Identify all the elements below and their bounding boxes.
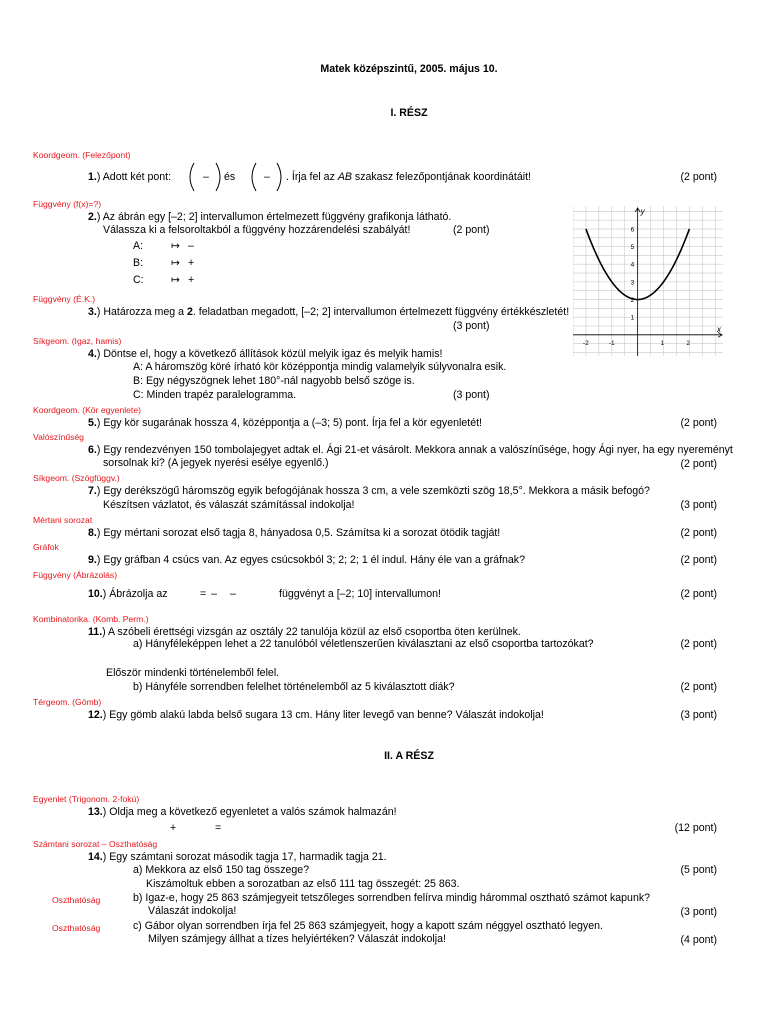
q7-line-1: 7.) Egy derékszögű háromszög egyik befogójának hossza 3 cm, a vele szemközti szög 18,5°. Mekkora a másik befogó? [88,485,650,497]
q6-line-2: sorsolnak ki? (A jegyek nyerési esélye egyenlő.) [103,457,329,469]
part-1-heading: I. RÉSZ [390,107,428,119]
q11-b: b) Hányféle sorrendben felelhet történelemből az 5 kiválasztott diák? [133,681,455,693]
q2-points: (2 pont) [453,224,490,236]
q7-points: (3 pont) [680,499,717,511]
q3-line: 3.) Határozza meg a 2. feladatban megadott, [–2; 2] intervallumon értelmezett függvény értékkészletét! [88,306,570,318]
q14-c-1: c) Gábor olyan sorrendben írja fel 25 863 számjegyeit, hogy a kapott szám néggyel osztható legyen. [133,920,603,932]
q14-line-1: 14.) Egy számtani sorozat második tagja 17, harmadik tagja 21. [88,851,387,863]
q7-tag: Síkgeom. (Szögfüggv.) [33,473,120,483]
q2-line-2: Válassza ki a felsoroltakból a függvény hozzárendelési szabályát! [103,224,411,236]
q14-c-2: Milyen számjegy állhat a tízes helyiértéken? Válaszát indokolja! [148,933,446,945]
q13-points: (12 pont) [674,822,717,834]
q14-tag: Számtani sorozat – Oszthatóság [33,839,158,849]
q1-and: és [224,171,236,183]
q5-points: (2 pont) [680,417,717,429]
q8-line: 8.) Egy mértani sorozat első tagja 8, hányadosa 0,5. Számítsa ki a sorozat ötödik tagját! [88,527,501,539]
q12-line: 12.) Egy gömb alakú labda belső sugara 13 cm. Hány liter levegő van benne? Válaszát indokolja! [88,709,544,721]
q1-number: 1. [88,171,97,183]
x-tick-label: -1 [608,339,615,347]
q10-points: (2 pont) [680,588,717,600]
y-tick-label: 1 [630,314,635,322]
x-tick-label: 1 [660,339,665,347]
q14-b-tag: Oszthatóság [52,895,101,905]
q2-option-c: C: ↦ + [133,274,195,286]
q2-line-1: 2.) Az ábrán egy [–2; 2] intervallumon értelmezett függvény grafikonja látható. [88,211,452,223]
q4-line: 4.) Döntse el, hogy a következő állítások közül melyik igaz és melyik hamis! [88,348,443,360]
q7-line-2: Készítsen vázlatot, és válaszát számítással indokolja! [103,499,355,511]
q2-option-b: B: ↦ + [133,257,195,269]
q14-b-2: Válaszát indokolja! [148,905,237,917]
q1-line: 1.) Adott két pont: [88,171,172,183]
x-tick-label: 2 [686,339,691,347]
q14-b-points: (3 pont) [680,906,717,918]
q10-tag: Függvény (Ábrázolás) [33,570,118,580]
q12-tag: Térgeom. (Gömb) [33,697,102,707]
q11-mid: Először mindenki történelemből felel. [106,667,280,679]
q1-dash-1: – [203,171,209,183]
q5-tag: Koordgeom. (Kör egyenlete) [33,405,141,415]
q8-points: (2 pont) [680,527,717,539]
q4-tag: Síkgeom. (Igaz, hamis) [33,336,122,346]
q8-tag: Mértani sorozat [33,515,93,525]
q1-dash-2: – [264,171,270,183]
q14-b-1: b) Igaz-e, hogy 25 863 számjegyeit tetszőleges sorrendben felírva mindig hárommal osztható számot kapunk? [133,892,651,904]
q13-line: 13.) Oldja meg a következő egyenletet a valós számok halmazán! [88,806,397,818]
q14-a-points: (5 pont) [680,864,717,876]
q3-tag: Függvény (É.K.) [33,294,96,304]
q11-a-points: (2 pont) [680,638,717,650]
q11-line-1: 11.) A szóbeli érettségi vizsgán az osztály 22 tanulója közül az első csoportba öten kerülnek. [88,626,521,638]
q4-points: (3 pont) [453,389,490,401]
q10-dash: – [230,588,236,600]
q13-tag: Egyenlet (Trigonom. 2-fokú) [33,794,140,804]
q1-left-paren-2 [247,162,259,192]
page-title: Matek középszintű, 2005. május 10. [320,63,498,75]
q1-text: . Írja fel az AB szakasz felezőpontjának koordinátáit! [286,171,531,183]
q1-right-paren-2 [274,162,286,192]
q1-points: (2 pont) [680,171,717,183]
y-tick-label: 5 [630,244,635,252]
q14-mid: Kiszámoltuk ebben a sorozatban az első 111 tag összegét: 25 863. [146,878,460,890]
q10-equals: = – [200,588,219,600]
q10-post: függvényt a [–2; 10] intervallumon! [279,588,441,600]
q6-tag: Valószínűség [33,432,84,442]
q1-pre: Adott két pont: [102,171,172,183]
q6-points: (2 pont) [680,458,717,470]
q2-option-a: A: ↦ – [133,240,194,252]
q11-tag: Kombinatorika. (Komb. Perm.) [33,614,149,624]
q13-plus: + [170,822,177,834]
q5-line: 5.) Egy kör sugarának hossza 4, középpontja a (–3; 5) pont. Írja fel a kör egyenletét! [88,417,482,429]
q9-line: 9.) Egy gráfban 4 csúcs van. Az egyes csúcsokból 3; 2; 2; 1 él indul. Hány éle van a gráfnak? [88,554,525,566]
y-tick-label: 2 [630,297,635,305]
y-tick-label: 6 [630,226,635,234]
part-2-heading: II. A RÉSZ [384,750,434,762]
q4-item-c: C: Minden trapéz paralelogramma. [133,389,297,401]
q14-a: a) Mekkora az első 150 tag összege? [133,864,310,876]
q2-tag: Függvény (f(x)=?) [33,199,102,209]
q3-points: (3 pont) [453,320,490,332]
q4-item-b: B: Egy négyszögnek lehet 180°-nál nagyobb belső szöge is. [133,375,415,387]
function-graph [573,206,723,356]
q1-left-paren-1 [185,162,197,192]
y-tick-label: 3 [630,279,635,287]
y-tick-label: 4 [630,261,635,269]
q11-a: a) Hányféleképpen lehet a 22 tanulóból véletlenszerűen kiválasztani az első csoportba tartozókat? [133,638,594,650]
q10-pre: 10.) Ábrázolja az [88,588,168,600]
q9-tag: Gráfok [33,542,59,552]
q14-c-points: (4 pont) [680,934,717,946]
q4-item-a: A: A háromszög köré írható kör középpontja mindig valamelyik súlyvonalra esik. [133,361,507,373]
q9-points: (2 pont) [680,554,717,566]
x-axis-label: x [717,324,721,334]
q11-b-points: (2 pont) [680,681,717,693]
y-axis-label: y [640,207,645,216]
q12-points: (3 pont) [680,709,717,721]
x-tick-label: -2 [582,339,589,347]
q1-tag: Koordgeom. (Felezőpont) [33,150,131,160]
q13-equals: = [215,822,222,834]
q6-line-1: 6.) Egy rendezvényen 150 tombolajegyet adtak el. Ági 21-et vásárolt. Mekkora annak a valószínűsége, hogy Ági nyer, ha egy nyereményt [88,444,733,456]
q14-c-tag: Oszthatóság [52,923,101,933]
